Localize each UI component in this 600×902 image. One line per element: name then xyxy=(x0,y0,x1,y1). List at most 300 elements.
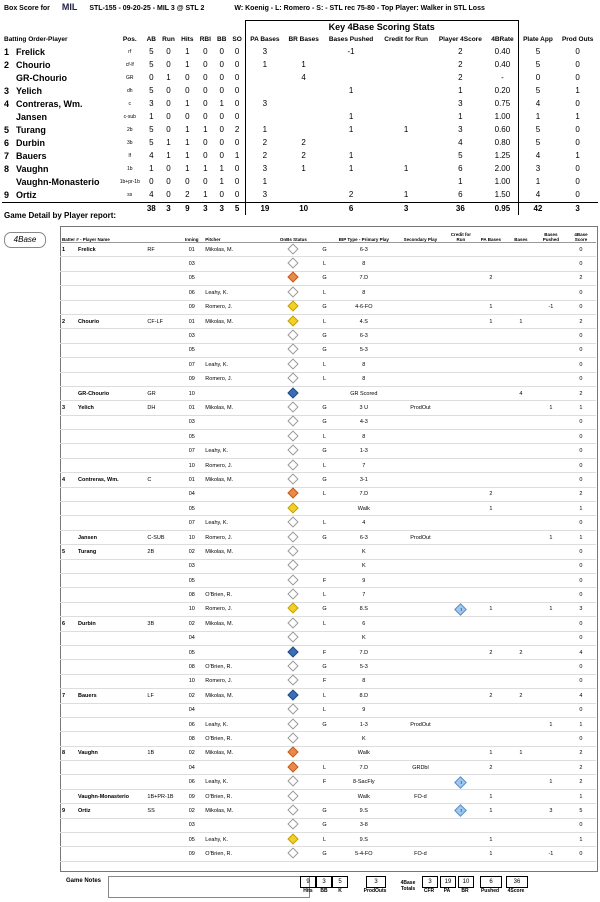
detail-pushed xyxy=(536,487,566,501)
box-cell-rbi: 1 xyxy=(203,190,208,200)
box-cell-cfr xyxy=(379,176,434,189)
detail-pitcher: Mikolas, M. xyxy=(203,689,270,703)
detail-cfr xyxy=(446,588,476,602)
box-cell-pa: 3 xyxy=(245,98,284,111)
box-cell-bb: 1 xyxy=(219,164,224,174)
detail-score: 0 xyxy=(566,415,596,429)
detail-batter xyxy=(60,314,145,328)
player-cell xyxy=(2,189,116,203)
detail-secondary-play xyxy=(395,703,446,717)
detail-row xyxy=(60,257,596,271)
detail-batter-name: Turang xyxy=(78,548,97,555)
detail-cfr xyxy=(446,573,476,587)
detail-batter xyxy=(60,286,145,300)
box-cell-ab: 0 xyxy=(149,177,154,187)
detail-cfr xyxy=(446,415,476,429)
detail-row xyxy=(60,487,596,501)
detail-pushed xyxy=(536,444,566,458)
foot-totals-label: 4Base Totals xyxy=(400,880,416,892)
detail-pushed xyxy=(536,372,566,386)
box-cell-po: 0 xyxy=(575,47,580,57)
detail-bip-type: L xyxy=(316,516,332,530)
detail-pitcher: Leahy, K. xyxy=(203,444,270,458)
detail-inning: 03 xyxy=(180,257,203,271)
detail-batter-num: 5 xyxy=(62,548,66,555)
box-cell-hits: 1 xyxy=(185,125,190,135)
detail-pos xyxy=(145,833,180,847)
detail-pitcher xyxy=(203,343,270,357)
detail-pa: 2 xyxy=(476,761,506,775)
detail-secondary-play xyxy=(395,573,446,587)
detail-batter-name: Frelick xyxy=(78,246,96,253)
box-cell-po: 0 xyxy=(575,125,580,135)
diamond-icon xyxy=(288,847,299,858)
box-row xyxy=(2,150,598,163)
detail-pos xyxy=(145,775,180,789)
col-rbi: RBI xyxy=(199,35,211,43)
detail-batter xyxy=(60,530,145,544)
detail-primary-play: 4-3 xyxy=(333,415,395,429)
detail-score: 0 xyxy=(566,372,596,386)
foot-cfr-label: CFR xyxy=(423,888,435,894)
box-cell-score: 5 xyxy=(458,151,463,161)
box-cell-hits: 1 xyxy=(185,60,190,70)
detail-score: 0 xyxy=(566,674,596,688)
detail-bip-type: L xyxy=(316,588,332,602)
detail-bip-type: G xyxy=(316,444,332,458)
detail-inning: 10 xyxy=(180,458,203,472)
detail-cfr xyxy=(446,602,476,616)
box-cell-ab: 5 xyxy=(149,86,154,96)
detail-inning: 10 xyxy=(180,530,203,544)
detail-row xyxy=(60,358,596,372)
detail-pos xyxy=(145,847,180,861)
box-row xyxy=(2,176,598,189)
col-bases-pushed: Bases Pushed xyxy=(328,35,374,43)
detail-pos xyxy=(145,444,180,458)
detail-row xyxy=(60,329,596,343)
detail-pa: 2 xyxy=(476,645,506,659)
detail-secondary-play xyxy=(395,386,446,400)
box-cell-so: 0 xyxy=(234,164,240,174)
detail-row xyxy=(60,430,596,444)
diamond-icon xyxy=(288,704,299,715)
player-cell xyxy=(2,150,116,163)
detail-pushed xyxy=(536,516,566,530)
detail-cfr xyxy=(446,545,476,559)
detail-bip-type: G xyxy=(316,401,332,415)
detail-bip-type: G xyxy=(316,473,332,487)
detail-pos xyxy=(145,300,180,314)
box-cell-cfr xyxy=(379,85,434,98)
detail-pa xyxy=(476,674,506,688)
box-cell-score: 2 xyxy=(458,60,463,70)
detail-inning: 02 xyxy=(180,746,203,760)
detail-row xyxy=(60,660,596,674)
game-line: STL-155 - 09-20-25 - MIL 3 @ STL 2 xyxy=(89,5,205,12)
detail-score: 0 xyxy=(566,559,596,573)
detail-pushed xyxy=(536,689,566,703)
detail-pos xyxy=(145,372,180,386)
diamond-icon xyxy=(288,243,299,254)
col-run: Run xyxy=(162,35,175,43)
detail-cfr xyxy=(446,631,476,645)
detail-pushed: 1 xyxy=(536,717,566,731)
detail-primary-play: 5-3 xyxy=(333,343,395,357)
detail-score: 1 xyxy=(566,789,596,803)
detail-row xyxy=(60,343,596,357)
total-score: 36 xyxy=(433,202,487,215)
detail-bases: 1 xyxy=(506,314,536,328)
detail-secondary-play xyxy=(395,430,446,444)
foot-bb: 3 xyxy=(316,876,332,888)
detail-bases xyxy=(506,573,536,587)
detail-bip-type xyxy=(316,386,332,400)
box-cell-push: 2 xyxy=(348,190,354,200)
detail-inning: 05 xyxy=(180,502,203,516)
box-cell-rbi: 0 xyxy=(203,86,208,96)
detail-primary-play: 8 xyxy=(333,257,395,271)
report-header xyxy=(4,2,485,16)
detail-pos: RF xyxy=(145,243,180,257)
onbase-status xyxy=(270,732,316,746)
box-cell-rate: 0.40 xyxy=(487,59,518,72)
box-cell-pos: dh xyxy=(127,88,133,95)
box-cell-br xyxy=(284,98,323,111)
onbase-status xyxy=(270,358,316,372)
detail-pos: SS xyxy=(145,804,180,818)
detail-pushed xyxy=(536,257,566,271)
box-cell-po: 1 xyxy=(575,151,580,161)
batting-order: 1 xyxy=(4,46,10,57)
box-cell-rbi: 0 xyxy=(203,99,208,109)
detail-inning: 02 xyxy=(180,689,203,703)
diamond-icon xyxy=(288,401,299,412)
detail-bip-type: G xyxy=(316,804,332,818)
detail-row xyxy=(60,502,596,516)
box-cell-papp: 1 xyxy=(535,177,541,187)
detail-cfr xyxy=(446,732,476,746)
detail-inning: 04 xyxy=(180,703,203,717)
box-cell-run: 0 xyxy=(166,164,171,174)
detail-bases xyxy=(506,271,536,285)
detail-inning: 08 xyxy=(180,588,203,602)
total-papp: 42 xyxy=(518,202,557,215)
detail-bases xyxy=(506,717,536,731)
onbase-status xyxy=(270,300,316,314)
detail-pa: 1 xyxy=(476,502,506,516)
player-name: Jansen xyxy=(16,111,48,122)
detail-pos xyxy=(145,761,180,775)
detail-bases xyxy=(506,415,536,429)
detail-pa xyxy=(476,775,506,789)
detail-cfr xyxy=(446,847,476,861)
detail-pushed xyxy=(536,660,566,674)
detail-bases xyxy=(506,631,536,645)
foot-score-label: 4Score xyxy=(507,888,525,894)
detail-batter xyxy=(60,401,145,415)
box-cell-br: 2 xyxy=(301,151,306,161)
diamond-icon xyxy=(288,430,299,441)
foot-hits: 9 xyxy=(300,876,316,888)
box-cell-rate: 0.20 xyxy=(487,85,518,98)
col-br-bases: BR Bases xyxy=(288,35,319,43)
detail-pa xyxy=(476,458,506,472)
diamond-icon xyxy=(288,301,299,312)
detail-pushed xyxy=(536,573,566,587)
box-cell-score: 3 xyxy=(458,99,463,109)
detail-score: 4 xyxy=(566,645,596,659)
detail-inning: 01 xyxy=(180,243,203,257)
detail-score: 1 xyxy=(566,401,596,415)
detail-secondary-play xyxy=(395,314,446,328)
detail-inning: 06 xyxy=(180,717,203,731)
box-cell-ab: 5 xyxy=(149,138,154,148)
detail-pitcher xyxy=(203,631,270,645)
diamond-icon xyxy=(288,488,299,499)
onbase-status xyxy=(270,617,316,631)
box-cell-br: 4 xyxy=(301,73,306,83)
detail-pa: 1 xyxy=(476,602,506,616)
box-cell-rate: 2.00 xyxy=(487,163,518,176)
cfr-diamond-icon xyxy=(454,776,467,789)
box-cell-po: 0 xyxy=(575,164,580,174)
detail-batter xyxy=(60,430,145,444)
box-cell-bb: 0 xyxy=(219,125,224,135)
detail-bip-type: L xyxy=(316,617,332,631)
notes-field[interactable] xyxy=(108,876,310,898)
box-score-table xyxy=(2,20,598,215)
detail-batter xyxy=(60,559,145,573)
detail-cfr xyxy=(446,271,476,285)
detail-cfr xyxy=(446,746,476,760)
diamond-icon xyxy=(288,560,299,571)
box-cell-ab: 5 xyxy=(149,47,154,57)
box-cell-bb: 0 xyxy=(219,151,224,161)
detail-pa: 1 xyxy=(476,746,506,760)
detail-primary-play: 8 xyxy=(333,674,395,688)
detail-pitcher: Romero, J. xyxy=(203,530,270,544)
detail-score: 0 xyxy=(566,631,596,645)
box-cell-run: 0 xyxy=(166,125,171,135)
detail-bases xyxy=(506,458,536,472)
box-cell-score: 3 xyxy=(458,125,463,135)
box-cell-papp: 4 xyxy=(535,99,541,109)
foot-hits-label: Hits xyxy=(303,888,313,894)
detail-pushed xyxy=(536,430,566,444)
detail-secondary-play xyxy=(395,804,446,818)
box-cell-hits: 1 xyxy=(185,164,190,174)
detail-inning: 07 xyxy=(180,444,203,458)
box-cell-po: 1 xyxy=(575,86,580,96)
detail-pushed xyxy=(536,343,566,357)
detail-primary-play: K xyxy=(333,545,395,559)
detail-primary-play: 8-SacFly xyxy=(333,775,395,789)
detail-secondary-play xyxy=(395,775,446,789)
detail-secondary-play xyxy=(395,545,446,559)
detail-cfr xyxy=(446,674,476,688)
detail-cfr xyxy=(446,530,476,544)
detail-row xyxy=(60,617,596,631)
detail-bases xyxy=(506,473,536,487)
detail-bip-type: L xyxy=(316,286,332,300)
box-cell-so: 0 xyxy=(234,60,240,70)
detail-primary-play: 7.D xyxy=(333,761,395,775)
detail-row xyxy=(60,804,596,818)
detail-bases xyxy=(506,732,536,746)
detail-pitcher xyxy=(203,761,270,775)
detail-inning: 09 xyxy=(180,372,203,386)
detail-pushed xyxy=(536,502,566,516)
detail-inning: 03 xyxy=(180,415,203,429)
detail-bip-type xyxy=(316,502,332,516)
total-so: 5 xyxy=(229,202,245,215)
detail-pa xyxy=(476,530,506,544)
detail-batter-num: 3 xyxy=(62,404,66,411)
detail-bip-type: G xyxy=(316,243,332,257)
detail-bip-type: G xyxy=(316,271,332,285)
col-onbs: OnBs Status xyxy=(270,226,316,243)
detail-inning: 07 xyxy=(180,516,203,530)
onbase-status xyxy=(270,502,316,516)
detail-batter xyxy=(60,372,145,386)
detail-bases xyxy=(506,775,536,789)
detail-pushed xyxy=(536,645,566,659)
detail-cfr xyxy=(446,243,476,257)
detail-bases xyxy=(506,502,536,516)
game-detail-title: Game Detail by Player report: xyxy=(4,211,117,220)
box-cell-bb: 1 xyxy=(219,99,224,109)
diamond-icon xyxy=(288,588,299,599)
detail-pa xyxy=(476,588,506,602)
detail-cfr xyxy=(446,286,476,300)
detail-pitcher: Romero, J. xyxy=(203,602,270,616)
detail-secondary-play xyxy=(395,473,446,487)
diamond-icon xyxy=(288,358,299,369)
detail-batter xyxy=(60,674,145,688)
box-cell-bb: 0 xyxy=(219,190,224,200)
footer-totals xyxy=(60,872,596,900)
detail-pos xyxy=(145,358,180,372)
onbase-status xyxy=(270,789,316,803)
foot-pushed-label: Pushed xyxy=(480,888,500,894)
detail-secondary-play xyxy=(395,833,446,847)
detail-batter-num: 9 xyxy=(62,807,66,814)
detail-row xyxy=(60,415,596,429)
detail-row xyxy=(60,847,596,861)
box-row xyxy=(2,98,598,111)
detail-secondary-play xyxy=(395,487,446,501)
detail-bases xyxy=(506,847,536,861)
detail-bases xyxy=(506,559,536,573)
detail-inning: 03 xyxy=(180,559,203,573)
detail-bip-type: L xyxy=(316,430,332,444)
detail-pushed xyxy=(536,271,566,285)
cfr-diamond-icon xyxy=(454,603,467,616)
detail-secondary-play xyxy=(395,674,446,688)
detail-inning: 05 xyxy=(180,430,203,444)
detail-row xyxy=(60,401,596,415)
detail-bip-type: G xyxy=(316,300,332,314)
diamond-icon xyxy=(288,833,299,844)
detail-pos: 2B xyxy=(145,545,180,559)
detail-primary-play: 7.D xyxy=(333,271,395,285)
box-cell-rbi: 0 xyxy=(203,112,208,122)
detail-bip-type: G xyxy=(316,415,332,429)
detail-pos xyxy=(145,502,180,516)
total-br: 10 xyxy=(284,202,323,215)
detail-batter xyxy=(60,257,145,271)
detail-batter xyxy=(60,473,145,487)
diamond-icon xyxy=(288,473,299,484)
box-cell-hits: 2 xyxy=(185,190,190,200)
box-cell-rate: 1.00 xyxy=(487,111,518,124)
detail-bases xyxy=(506,516,536,530)
foot-k-label: K xyxy=(338,888,342,894)
box-cell-br xyxy=(284,124,323,137)
detail-pitcher: Mikolas, M. xyxy=(203,746,270,760)
detail-bases xyxy=(506,833,536,847)
detail-pos xyxy=(145,343,180,357)
onbase-status xyxy=(270,847,316,861)
diamond-icon xyxy=(288,373,299,384)
detail-bases xyxy=(506,372,536,386)
detail-cfr xyxy=(446,789,476,803)
detail-batter xyxy=(60,703,145,717)
detail-bases xyxy=(506,358,536,372)
box-cell-so: 0 xyxy=(234,190,240,200)
detail-cfr xyxy=(446,430,476,444)
box-cell-rbi: 1 xyxy=(203,125,208,135)
detail-cfr xyxy=(446,617,476,631)
detail-secondary-play xyxy=(395,602,446,616)
detail-pitcher xyxy=(203,487,270,501)
detail-bip-type xyxy=(316,631,332,645)
detail-batter xyxy=(60,300,145,314)
box-cell-push: 1 xyxy=(348,164,354,174)
detail-pa xyxy=(476,559,506,573)
detail-pushed xyxy=(536,703,566,717)
detail-bases xyxy=(506,243,536,257)
col-plate-app: Plate App xyxy=(523,35,553,43)
detail-score: 1 xyxy=(566,530,596,544)
detail-pa xyxy=(476,516,506,530)
detail-batter-name: Durbin xyxy=(78,620,96,627)
detail-inning: 05 xyxy=(180,833,203,847)
detail-pa xyxy=(476,573,506,587)
col-rate: 4BRate xyxy=(487,33,518,45)
detail-primary-play: GR Scored xyxy=(333,386,395,400)
detail-pushed xyxy=(536,358,566,372)
box-cell-bb: 0 xyxy=(219,47,224,57)
detail-inning: 02 xyxy=(180,804,203,818)
detail-bases xyxy=(506,401,536,415)
total-run: 3 xyxy=(159,202,178,215)
detail-inning: 06 xyxy=(180,775,203,789)
box-cell-push xyxy=(323,72,378,85)
detail-primary-play: 3-1 xyxy=(333,473,395,487)
player-name: Turang xyxy=(16,124,46,135)
onbase-status xyxy=(270,372,316,386)
detail-secondary-play xyxy=(395,358,446,372)
detail-score: 2 xyxy=(566,775,596,789)
detail-row xyxy=(60,516,596,530)
detail-pushed xyxy=(536,617,566,631)
detail-batter-name: Vaughn-Monasterio xyxy=(78,793,130,800)
col-so: SO xyxy=(232,35,242,43)
detail-pos xyxy=(145,674,180,688)
detail-cfr xyxy=(446,559,476,573)
